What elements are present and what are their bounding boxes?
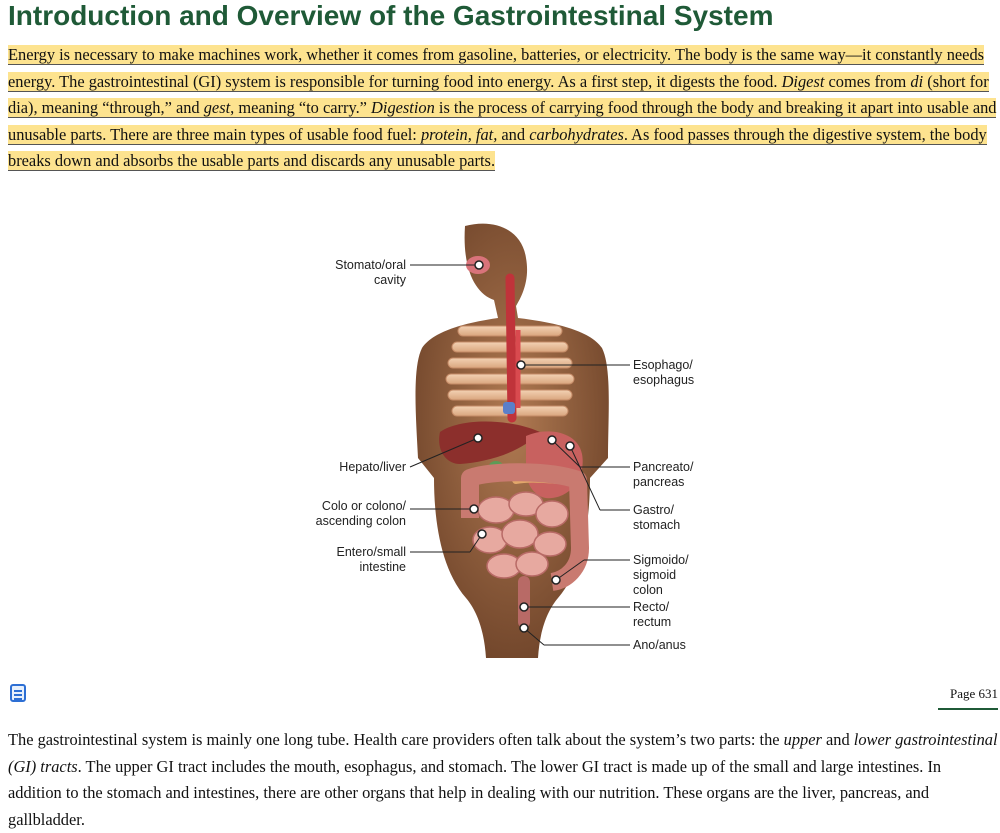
highlighted-text[interactable] (8, 45, 996, 171)
label-pancreato-sub: pancreas (633, 475, 685, 489)
label-sigmoido-sub: sigmoid (633, 568, 677, 582)
gi-anatomy-illustration (290, 218, 730, 668)
intro-text-6: and (497, 124, 530, 144)
label-gastro: Gastro/ (633, 503, 674, 517)
intro-paragraph[interactable] (8, 42, 998, 175)
term-upper: upper (783, 730, 822, 749)
notes-icon[interactable] (10, 684, 26, 702)
body-text-3: . The upper GI tract includes the mouth, esophagus, and stomach. The lower GI tract is made up of the small and large intestines. In addition to the stomach and intestines, there are other organs that help in dealing with our nutrition. These organs are the liver, pancreas, and gallbladder. (8, 756, 942, 829)
label-colo-sub: ascending colon (315, 514, 406, 528)
intro-text-4: , meaning “to carry.” (230, 98, 372, 118)
label-colo: Colo or colono/ (321, 499, 406, 513)
term-digestion: Digestion (371, 98, 435, 118)
term-fuels: protein, fat, (420, 124, 498, 144)
intro-text-2: comes from (824, 71, 911, 91)
intro-text-3: (short for dia), meaning “through,” and (8, 71, 989, 118)
body-paragraph[interactable] (8, 727, 998, 833)
label-ano: Ano/anus (633, 638, 686, 652)
term-digest: Digest (781, 71, 825, 91)
term-lower-gi-tracts: lower gastrointestinal (GI) tracts (8, 730, 998, 776)
label-stomato-sub: cavity (374, 273, 406, 287)
term-carbohydrates: carbohydrates (529, 124, 624, 144)
intro-text-7: . As food passes through the digestive system, the body breaks down and absorbs the usable parts and discards any unusable parts. (8, 124, 987, 171)
page-title: Introduction and Overview of the Gastrointestinal System (8, 0, 774, 31)
body-text-2: and (821, 730, 854, 749)
term-di: di (910, 71, 924, 91)
label-hepato: Hepato/liver (339, 460, 406, 474)
label-sigmoido-sub2: colon (633, 583, 663, 597)
body-text-1: The gastrointestinal system is mainly one long tube. Health care providers often talk about the system’s two parts: the (8, 730, 784, 749)
label-entero: Entero/small (336, 545, 406, 559)
label-entero-sub: intestine (359, 560, 406, 574)
label-gastro-sub: stomach (633, 518, 681, 532)
page-number: Page 631 (938, 686, 998, 710)
esophagus-shape (510, 278, 512, 418)
term-gest: gest (203, 98, 231, 118)
label-recto-sub: rectum (633, 615, 672, 629)
label-stomato: Stomato/oral (335, 258, 406, 272)
label-sigmoido: Sigmoido/ (633, 553, 689, 567)
intro-text-5: is the process of carrying food through the body and breaking it apart into usable and unusable parts. There are three main types of usable food fuel: (8, 98, 997, 144)
label-esophago: Esophago/ (633, 358, 693, 372)
label-esophago-sub: esophagus (633, 373, 695, 387)
gi-system-figure (290, 218, 730, 668)
intro-text-1: Energy is necessary to make machines work, whether it comes from gasoline, batteries, or electricity. The body is the same way—it constantly needs energy. The gastrointestinal (GI) system is responsible for turning food into energy. As a first step, it digests the food. (8, 45, 985, 91)
diaphragm-marker (503, 402, 515, 414)
label-recto: Recto/ (633, 600, 670, 614)
label-pancreato: Pancreato/ (633, 460, 694, 474)
